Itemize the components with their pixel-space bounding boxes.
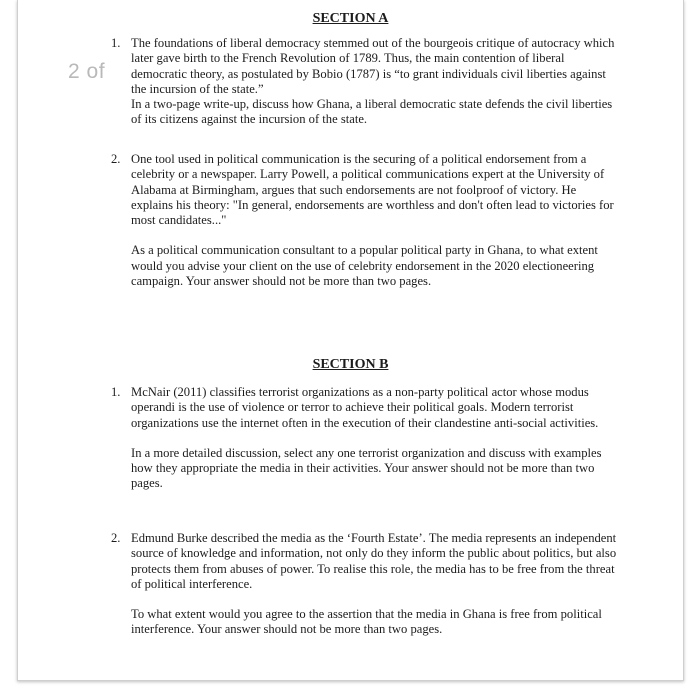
section-a-heading: SECTION A — [312, 11, 389, 26]
question-number: 1. — [111, 36, 121, 50]
section-b-question-1 — [111, 385, 621, 492]
page-indicator: 2 of — [68, 60, 106, 83]
document-page — [17, 0, 684, 681]
section-a-question-1 — [111, 36, 621, 128]
question-number: 2. — [111, 531, 121, 545]
question-paragraph: To what extent would you agree to the assertion that the media in Ghana is free from political interference. Your answer should not be more than two pages. — [131, 607, 602, 637]
section-b-heading: SECTION B — [312, 357, 389, 372]
question-paragraph: As a political communication consultant to a popular political party in Ghana, to what extent would you advise your client on the use of celebrity endorsement in the 2020 electioneering campaign. Your answer should not be more than two pages. — [131, 243, 598, 289]
question-number: 1. — [111, 385, 121, 399]
question-paragraph: McNair (2011) classifies terrorist organizations as a non-party political actor whose modus operandi is the use of violence or terror to achieve their political goals. Modern terrorist organizations use the internet often in the execution of their clandestine anti-social activities. — [131, 385, 599, 430]
question-number: 2. — [111, 152, 121, 166]
question-paragraph: Edmund Burke described the media as the ‘Fourth Estate’. The media represents an independent source of knowledge and information, not only do they inform the public about politics, but also protects them from abuses of power. To realise this role, the media has to be free from the threat of political interference. — [131, 531, 617, 591]
question-paragraph: One tool used in political communication is the securing of a political endorsement from a celebrity or a newspaper. Larry Powell, a political communications expert at the University of Alabama at Birmingham, argues that such endorsements are not foolproof of victory. He explains his theory: "In general, endorsements are worthless and don't often lead to victories for most candidates..." — [131, 152, 614, 228]
question-paragraph: In a two-page write-up, discuss how Ghana, a liberal democratic state defends the civil liberties of its citizens against the incursion of the state. — [131, 97, 613, 127]
question-paragraph: The foundations of liberal democracy stemmed out of the bourgeois critique of autocracy which later gave birth to the French Revolution of 1789. Thus, the main contention of liberal democratic theory, as postulated by Bobio (1787) is “to grant individuals civil liberties against the incursion of the state.” — [131, 36, 615, 96]
section-b-question-2 — [111, 531, 621, 638]
section-a-question-2 — [111, 152, 621, 289]
question-paragraph: In a more detailed discussion, select any one terrorist organization and discuss with examples how they appropriate the media in their activities. Your answer should not be more than two pages. — [131, 445, 602, 491]
